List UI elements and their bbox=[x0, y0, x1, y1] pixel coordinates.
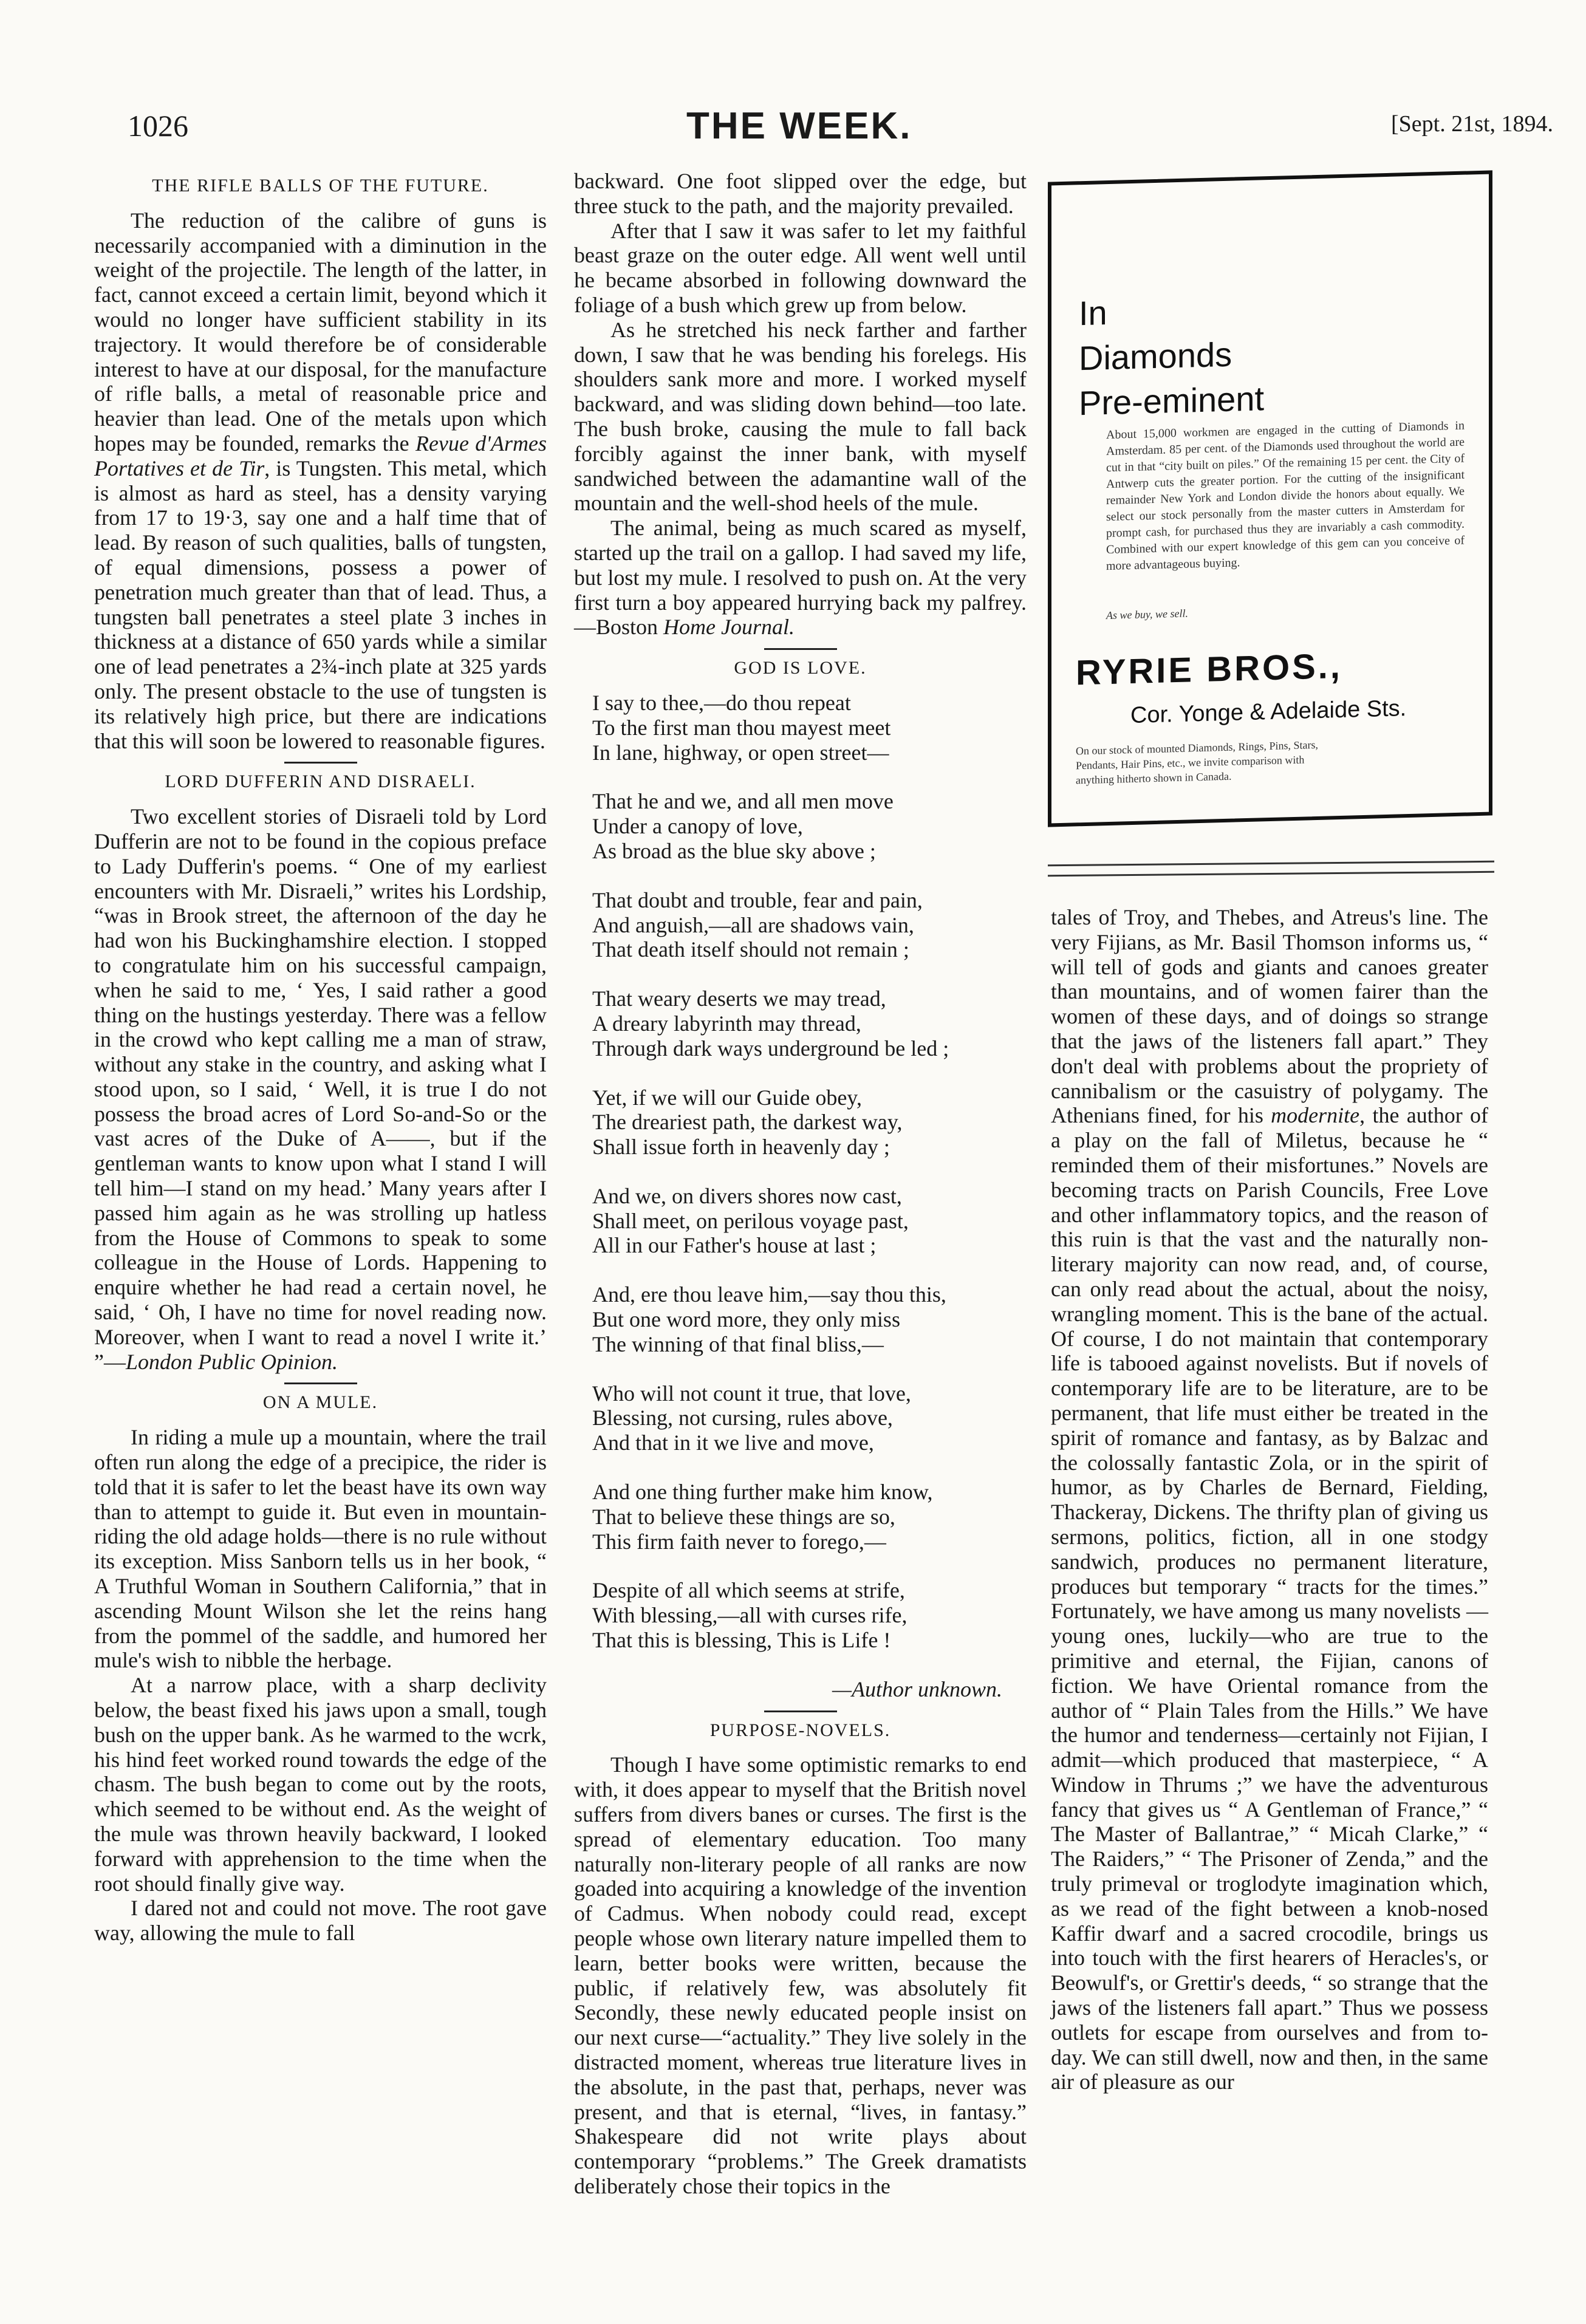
ad-body-text: About 15,000 workmen are engaged in the cutting of Diamonds in Amsterdam. 85 per cent. of the Diamonds used throughout the world are cut in that “city built on piles.” Of the remaining 15 per cent. the City of Antwerp cuts the greater portion. For the cutting of the insignificant remainder New York and London divide the honors about equally. We select our stock personally from the master cutters in Amsterdam for prompt cash, for purchased thus they are invariably a cash commodity. Combined with our expert knowledge of this gem can you conceive of more advantageous buying. bbox=[1106, 419, 1465, 573]
poem-author: —Author unknown. bbox=[832, 1676, 1002, 1701]
dufferin-heading: LORD DUFFERIN AND DISRAELI. bbox=[165, 771, 476, 792]
poem-line: And we, on divers shores now cast, bbox=[592, 1183, 902, 1208]
purpose-text-a: tales of Troy, and Thebes, and Atreus's line. The very Fijians, as Mr. Basil Thomson informs us, “ will tell of gods and giants and canoes greater than mountains, and of women fairer than the women of these days, and of doings so strange that the jaws of the listeners fall apart.” They don't deal with problems about the propriety of cannibalism or the casuistry of polygamy. The Athenians fined, for his bbox=[1051, 905, 1488, 1128]
poem-line: A dreary labyrinth may thread, bbox=[592, 1011, 861, 1036]
issue-date: [Sept. 21st, 1894. bbox=[1391, 111, 1554, 137]
poem-stanza bbox=[574, 691, 1027, 765]
poem-line: Shall issue forth in heavenly day ; bbox=[592, 1135, 890, 1160]
ad-headline-line-2: Diamonds bbox=[1079, 335, 1232, 378]
poem-line: And that in it we live and move, bbox=[592, 1430, 874, 1455]
page-number: 1026 bbox=[128, 109, 188, 143]
poem-body bbox=[574, 691, 1027, 1653]
rifle-balls-paragraph bbox=[94, 208, 547, 754]
double-rule-divider bbox=[1048, 861, 1494, 877]
poem-line: That he and we, and all men move bbox=[592, 789, 894, 814]
poem-line: This firm faith never to forego,— bbox=[592, 1529, 886, 1554]
poem-heading: GOD IS LOVE. bbox=[734, 658, 867, 678]
poem-line: With blessing,—all with curses rife, bbox=[592, 1603, 908, 1628]
rifle-text-b: , is Tungsten. This metal, which is almost as hard as steel, has a density varying from 17 to 19·3, say one and a half time that of lead. By reason of such qualities, balls of tungsten, of equal dimensions, possess a power of penetration much greater than that of lead. Thus, a tungsten ball penetrates a steel plate 3 inches in thickness at a distance of 650 yards while a similar one of lead penetrates a 2¾-inch plate at 325 yards only. The present obstacle to the use of tungsten is its relatively high price, but there are indications that this will soon be lowered to reasonable figures. bbox=[94, 456, 547, 753]
newspaper-title: THE WEEK. bbox=[686, 105, 912, 147]
mule-text-end: The animal, being as much scared as myself, started up the trail on a gallop. I had saved my life, but lost my mule. I resolved to push on. At the very first turn a boy appeared hurrying back my palfrey. —Boston bbox=[574, 516, 1027, 640]
poem-stanza bbox=[574, 1085, 1027, 1160]
dufferin-paragraph bbox=[94, 804, 547, 1374]
column-1 bbox=[94, 169, 547, 1946]
poem-line: Blessing, not cursing, rules above, bbox=[592, 1406, 893, 1430]
poem-line: Despite of all which seems at strife, bbox=[592, 1578, 905, 1603]
section-divider bbox=[284, 762, 357, 764]
poem-line: Under a canopy of love, bbox=[592, 814, 803, 839]
mule-paragraph-2: At a narrow place, with a sharp declivity below, the beast fixed his jaws upon a small, tough bush on the upper bank. As he warmed to the wcrk, his hind feet worked round towards the edge of the chasm. The bush began to come out by the roots, which seemed to be without end. As the weight of the mule was thrown heavily backward, I looked forward with apprehension to the time when the root should finally give way. bbox=[94, 1673, 547, 1896]
poem-line: But one word more, they only miss bbox=[592, 1307, 900, 1332]
poem-line: All in our Father's house at last ; bbox=[592, 1233, 877, 1258]
modernite-word: modernite bbox=[1271, 1103, 1360, 1128]
poem-line: And, ere thou leave him,—say thou this, bbox=[592, 1282, 946, 1307]
purpose-novels-heading: PURPOSE-NOVELS. bbox=[709, 1720, 891, 1740]
poem-line: That doubt and trouble, fear and pain, bbox=[592, 887, 923, 912]
mule-heading: ON A MULE. bbox=[262, 1392, 378, 1413]
poem-line: To the first man thou mayest meet bbox=[592, 715, 891, 740]
ad-brand-name: RYRIE BROS., bbox=[1076, 646, 1343, 693]
ad-note: On our stock of mounted Diamonds, Rings, Pins, Stars, Pendants, Hair Pins, etc., we invite comparison with anything hitherto shown in Canada. bbox=[1076, 738, 1318, 787]
poem-line: As broad as the blue sky above ; bbox=[592, 838, 876, 863]
column-3 bbox=[1051, 905, 1488, 2094]
ad-headline-line-1: In bbox=[1079, 293, 1107, 333]
mule-continued-3: As he stretched his neck farther and farther down, I saw that he was bending his forelegs. His shoulders sank more and more. I worked myself backward, and was sliding down behind—too late. The bush broke, causing the mule to fall back forcibly against the inner bank, with myself sandwiched between the adamantine wall of the mountain and the well-shod heels of the mule. bbox=[574, 317, 1027, 516]
ryrie-bros-advertisement bbox=[1048, 170, 1492, 827]
poem-line: Yet, if we will our Guide obey, bbox=[592, 1085, 862, 1110]
poem-stanza bbox=[574, 1282, 1027, 1356]
poem-line: Shall meet, on perilous voyage past, bbox=[592, 1208, 909, 1233]
poem-line: I say to thee,—do thou repeat bbox=[592, 690, 851, 715]
ad-address: Cor. Yonge & Adelaide Sts. bbox=[1130, 695, 1407, 729]
section-divider bbox=[284, 1382, 357, 1384]
mule-paragraph-1: In riding a mule up a mountain, where the trail often run along the edge of a precipice, the rider is told that it is safer to let the beast have its own way than to attempt to guide it. But even in mountain-riding the old adage holds—there is no rule without its exception. Miss Sanborn tells us in her book, “ A Truthful Woman in Southern California,” that in ascending Mount Wilson she let the reins hang from the pommel of the saddle, and humored her mule's wish to nibble the herbage. bbox=[94, 1425, 547, 1673]
section-divider bbox=[764, 1711, 837, 1712]
poem-stanza bbox=[574, 1184, 1027, 1258]
poem-line: In lane, highway, or open street— bbox=[592, 740, 889, 765]
mule-paragraph-3: I dared not and could not move. The root gave way, allowing the mule to fall bbox=[94, 1896, 547, 1946]
poem-stanza bbox=[574, 1578, 1027, 1652]
rifle-text-a: The reduction of the calibre of guns is necessarily accompanied with a diminution in the weight of the projectile. The length of the latter, in fact, cannot exceed a certain limit, beyond which it would no longer have sufficient stability in its trajectory. It would therefore be of considerable interest to have at our disposal, for the manufacture of rifle balls, a metal of reasonable price and heavier than lead. One of the metals upon which hopes may be founded, remarks the bbox=[94, 208, 547, 456]
purpose-novels-paragraph-1: Though I have some optimistic remarks to end with, it does appear to myself that the British novel suffers from divers banes or curses. The first is the spread of elementary education. Too many naturally non-literary people of all ranks are now goaded into acquiring a knowledge of the invention of Cadmus. When nobody could read, except people whose own literary nature impelled them to learn, better books were written, because the public, if relatively few, was absolutely fit Secondly, these newly educated people insist on our next curse—“actuality.” They live solely in the distracted moment, whereas true literature lives in the absolute, in the past that, perhaps, never was present, and that is eternal, “lives, in fantasy.” Shakespeare did not write plays about contemporary “problems.” The Greek dramatists deliberately chose their topics in the bbox=[574, 1752, 1027, 2198]
rifle-source: Revue d'Armes Portatives et de Tir bbox=[94, 431, 547, 480]
dufferin-source: London Public Opinion. bbox=[125, 1349, 338, 1374]
mule-continued-2: After that I saw it was safer to let my faithful beast graze on the outer edge. All went well until he became absorbed in following downward the foliage of a bush which grew up from below. bbox=[574, 218, 1027, 317]
poem-line: And anguish,—all are shadows vain, bbox=[592, 912, 914, 937]
rifle-balls-heading: THE RIFLE BALLS OF THE FUTURE. bbox=[152, 176, 489, 196]
poem-line: Who will not count it true, that love, bbox=[592, 1381, 911, 1406]
mule-source: Home Journal. bbox=[663, 615, 795, 640]
poem-stanza bbox=[574, 789, 1027, 863]
dufferin-text: Two excellent stories of Disraeli told by Lord Dufferin are not to be found in the copious preface to Lady Dufferin's poems. “ One of my earliest encounters with Mr. Disraeli,” writes his Lordship, “was in Brook street, the afternoon of the day he had won his Buckinghamshire election. I stopped to congratulate him on his successful campaign, when he said to me, ‘ Yes, I said rather a good thing on the hustings yesterday. There was a fellow in the crowd who kept calling me a man of straw, without any stake in the country, and asking what I stood upon, so I said, ‘ Well, it is true I do not possess the broad acres of Lord So-and-So or the vast acres of the Duke of A——, but if the gentleman wants to know upon what I stand I will tell him—I stand on my head.’ Many years after I passed him again as he was strolling up hatless from the House of Commons to speak to some colleague in the House of Lords. Happening to enquire whether he had read a certain novel, he said, ‘ Oh, I have no time for novel reading now. Moreover, when I want to read a novel I write it.’ ”— bbox=[94, 804, 547, 1374]
poem-line: Through dark ways underground be led ; bbox=[592, 1036, 949, 1061]
column-2 bbox=[574, 169, 1027, 2199]
poem-line: That this is blessing, This is Life ! bbox=[592, 1628, 891, 1653]
ad-slogan: As we buy, we sell. bbox=[1106, 607, 1188, 622]
mule-continued-1: backward. One foot slipped over the edge, but three stuck to the path, and the majority prevailed. bbox=[574, 169, 1027, 218]
page-header bbox=[0, 0, 1586, 164]
poem-stanza bbox=[574, 1381, 1027, 1455]
ad-headline bbox=[1079, 286, 1264, 426]
mule-continued-4 bbox=[574, 516, 1027, 640]
poem-line: The winning of that final bliss,— bbox=[592, 1331, 884, 1356]
poem-line: That death itself should not remain ; bbox=[592, 937, 909, 962]
poem-line: That to believe these things are so, bbox=[592, 1504, 895, 1529]
poem-stanza bbox=[574, 986, 1027, 1061]
ad-headline-line-3: Pre-eminent bbox=[1079, 379, 1265, 423]
poem-stanza bbox=[574, 1480, 1027, 1554]
poem-line: And one thing further make him know, bbox=[592, 1480, 933, 1505]
section-divider bbox=[764, 648, 837, 650]
purpose-novels-paragraph-2 bbox=[1051, 905, 1488, 2094]
poem-line: That weary deserts we may tread, bbox=[592, 986, 886, 1011]
poem-line: The dreariest path, the darkest way, bbox=[592, 1110, 903, 1135]
purpose-text-b: , the author of a play on the fall of Miletus, because he “ reminded them of their misfortunes.” Novels are becoming tracts on Parish Councils, Free Love and other inflammatory topics, and the reason of this ruin is that the vast and the naturally non-literary majority can now read, and, of course, can only read about the actual, about the noisy, wrangling moment. This is the bane of the actual. Of course, I do not maintain that contemporary life is tabooed against novelists. But if novels of contemporary life are to be literature, are to be permanent, that life must either be treated in the spirit of romance and fantasy, as by Balzac and the colossally fantastic Zola, or in the spirit of humor, as by Charles de Bernard, Fielding, Thackeray, Dickens. The thrifty plan of giving us sermons, politics, fiction, all in one stodgy sandwich, produces no permanent literature, produces but temporary “ tracts for the times.” Fortunately, we have among us many novelists —young ones, luckily—who are true to the primitive and eternal, the Fijian, canons of fiction. We have Oriental romance from the author of “ Plain Tales from the Hills.” We have the humor and tenderness—certainly not Fijian, I admit—which produced that masterpiece, “ A Window in Thrums ;” we have the adventurous fancy that gives us “ A Gentleman of France,” “ The Master of Ballantrae,” “ Micah Clarke,” “ The Raiders,” “ The Prisoner of Zenda,” and the truly primeval or troglodyte imagination which, as we read of the fight between a knob-nosed Kaffir dwarf and a sacred crocodile, brings us into touch with the first hearers of Heracles's, or Beowulf's, or Grettir's deeds, “ so strange that the jaws of the listeners fall apart.” Thus we possess outlets for escape from ourselves and from to-day. We can still dwell, now and then, in the same air of pleasure as our bbox=[1051, 1103, 1489, 2094]
poem-stanza bbox=[574, 888, 1027, 962]
